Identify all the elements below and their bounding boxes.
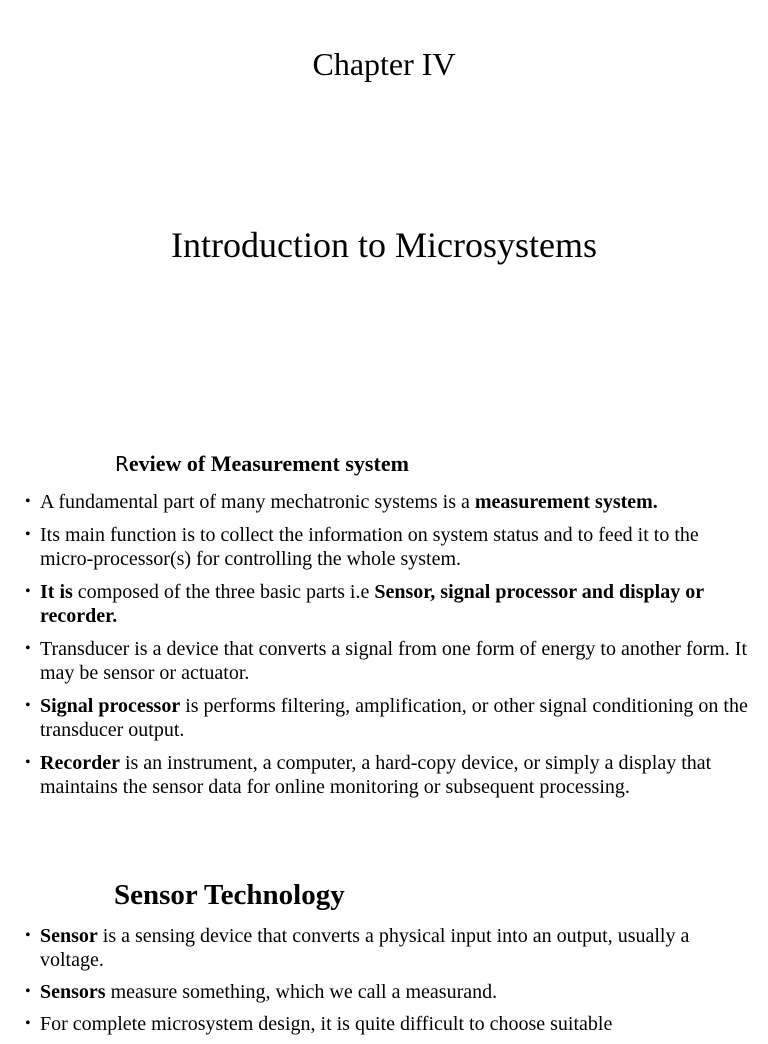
text: is a sensing device that converts a physical input into an output, usually a voltage. (40, 925, 690, 971)
section-heading-review (115, 450, 409, 478)
text: For complete microsystem design, it is quite difficult to choose suitable (40, 1013, 613, 1035)
bold-text: measurement system. (474, 491, 658, 513)
bullet-item (24, 580, 754, 628)
bullet-item (24, 523, 754, 571)
bullet-item (24, 1012, 754, 1036)
heading-lead-letter: R (115, 452, 129, 476)
bold-text: Signal processor (40, 695, 181, 717)
chapter-heading: Chapter IV (312, 46, 456, 82)
text: measure something, which we call a measurand. (105, 981, 498, 1003)
text: composed of the three basic parts i.e (72, 581, 375, 603)
bullet-item (24, 490, 754, 514)
bullet-item (24, 751, 754, 799)
heading-text: eview of Measurement system (128, 451, 409, 476)
text: is an instrument, a computer, a hard-copy device, or simply a display that maintains the sensor data for online monitoring or subsequent processing. (40, 752, 712, 798)
text: A fundamental part of many mechatronic systems is a (40, 491, 475, 513)
document-title: Introduction to Microsystems (171, 225, 597, 265)
review-bullet-list (24, 490, 754, 808)
bullet-item (24, 694, 754, 742)
text: Its main function is to collect the information on system status and to feed it to the micro-processor(s) for controlling the whole system. (40, 524, 699, 570)
bold-text: It is (40, 581, 73, 603)
bold-text: Sensors (40, 981, 106, 1003)
bold-text: Sensor, signal processor and display or recorder. (40, 581, 704, 627)
bullet-item (24, 980, 754, 1004)
text: is performs filtering, amplification, or other signal conditioning on the transducer output. (40, 695, 748, 741)
bold-text: Sensor (40, 925, 98, 947)
section-heading-sensor-technology: Sensor Technology (114, 879, 345, 911)
bullet-item (24, 924, 754, 972)
sensor-bullet-list (24, 924, 754, 1044)
bold-text: Recorder (40, 752, 120, 774)
text: Transducer is a device that converts a signal from one form of energy to another form. It may be sensor or actuator. (40, 638, 748, 684)
bullet-item (24, 637, 754, 685)
